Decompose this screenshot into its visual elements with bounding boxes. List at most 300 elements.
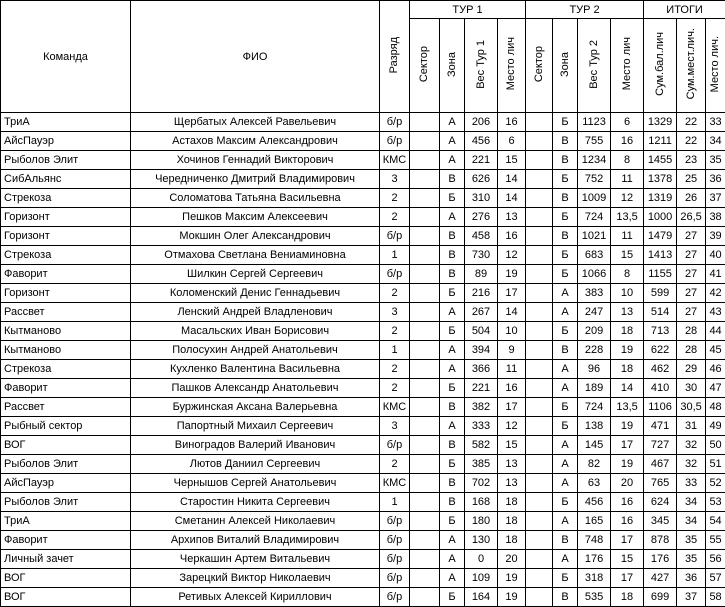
cell-name: Архипов Виталий Владимирович (131, 531, 380, 550)
cell-zone1: В (440, 227, 465, 246)
cell-team: ВОГ (1, 436, 131, 455)
cell-weight2: 176 (578, 550, 611, 569)
header-tour1: ТУР 1 (410, 1, 526, 19)
cell-sum-points: 1319 (644, 189, 677, 208)
cell-sector1 (410, 132, 440, 151)
cell-weight1: 221 (465, 151, 498, 170)
cell-sum-points: 713 (644, 322, 677, 341)
cell-sector2 (526, 474, 553, 493)
cell-sector1 (410, 303, 440, 322)
cell-team: Личный зачет (1, 550, 131, 569)
cell-zone1: А (440, 151, 465, 170)
cell-place1: 15 (498, 436, 526, 455)
header-zone1: Зона (440, 19, 465, 113)
cell-final-place: 58 (706, 588, 725, 607)
cell-name: Сметанин Алексей Николаевич (131, 512, 380, 531)
cell-team: Рыбный сектор (1, 417, 131, 436)
cell-sector2 (526, 246, 553, 265)
cell-sector2 (526, 417, 553, 436)
cell-weight1: 89 (465, 265, 498, 284)
cell-place2: 15 (611, 246, 644, 265)
cell-sector1 (410, 322, 440, 341)
cell-zone2: Б (553, 208, 578, 227)
cell-place2: 17 (611, 436, 644, 455)
cell-sum-places: 26,5 (677, 208, 706, 227)
cell-name: Виноградов Валерий Иванович (131, 436, 380, 455)
cell-zone2: А (553, 379, 578, 398)
cell-team: Горизонт (1, 208, 131, 227)
table-row (1, 493, 725, 512)
cell-zone1: В (440, 170, 465, 189)
cell-final-place: 53 (706, 493, 725, 512)
cell-sector1 (410, 246, 440, 265)
cell-sum-places: 31 (677, 417, 706, 436)
cell-rank: КМС (380, 398, 410, 417)
cell-sector1 (410, 493, 440, 512)
cell-weight1: 504 (465, 322, 498, 341)
cell-sum-places: 34 (677, 493, 706, 512)
cell-zone1: В (440, 493, 465, 512)
cell-sector2 (526, 569, 553, 588)
cell-weight1: 702 (465, 474, 498, 493)
cell-zone2: В (553, 189, 578, 208)
cell-sum-points: 427 (644, 569, 677, 588)
cell-sector1 (410, 550, 440, 569)
table-row (1, 379, 725, 398)
cell-zone2: Б (553, 113, 578, 132)
cell-sum-points: 1329 (644, 113, 677, 132)
table-row (1, 303, 725, 322)
cell-weight1: 626 (465, 170, 498, 189)
cell-place2: 13 (611, 303, 644, 322)
cell-rank: б/р (380, 588, 410, 607)
cell-weight2: 383 (578, 284, 611, 303)
cell-place2: 14 (611, 379, 644, 398)
cell-rank: б/р (380, 132, 410, 151)
header-sector2: Сектор (526, 19, 553, 113)
cell-name: Мокшин Олег Александрович (131, 227, 380, 246)
cell-final-place: 47 (706, 379, 725, 398)
cell-final-place: 56 (706, 550, 725, 569)
cell-sum-points: 176 (644, 550, 677, 569)
table-row (1, 360, 725, 379)
cell-sector2 (526, 208, 553, 227)
cell-place2: 17 (611, 531, 644, 550)
cell-team: Фаворит (1, 379, 131, 398)
cell-weight2: 189 (578, 379, 611, 398)
cell-place2: 8 (611, 151, 644, 170)
table-row (1, 322, 725, 341)
cell-zone1: А (440, 208, 465, 227)
cell-rank: б/р (380, 436, 410, 455)
cell-weight1: 109 (465, 569, 498, 588)
cell-rank: 3 (380, 303, 410, 322)
cell-weight1: 730 (465, 246, 498, 265)
cell-rank: б/р (380, 550, 410, 569)
cell-zone1: А (440, 360, 465, 379)
cell-zone2: Б (553, 398, 578, 417)
cell-name: Коломенский Денис Геннадьевич (131, 284, 380, 303)
cell-sector1 (410, 417, 440, 436)
header-final-place: Место лич. (706, 19, 725, 113)
cell-sum-places: 34 (677, 512, 706, 531)
cell-sector1 (410, 379, 440, 398)
cell-zone1: В (440, 436, 465, 455)
table-row (1, 398, 725, 417)
table-row (1, 341, 725, 360)
cell-final-place: 41 (706, 265, 725, 284)
header-place1: Место лич (498, 19, 526, 113)
cell-zone1: Б (440, 512, 465, 531)
cell-place2: 19 (611, 341, 644, 360)
cell-zone1: Б (440, 284, 465, 303)
cell-sum-points: 467 (644, 455, 677, 474)
cell-rank: б/р (380, 569, 410, 588)
cell-name: Старостин Никита Сергеевич (131, 493, 380, 512)
table-row (1, 208, 725, 227)
cell-zone2: В (553, 151, 578, 170)
cell-weight2: 1234 (578, 151, 611, 170)
cell-sector2 (526, 341, 553, 360)
cell-weight1: 206 (465, 113, 498, 132)
cell-sum-places: 32 (677, 455, 706, 474)
cell-rank: 2 (380, 189, 410, 208)
cell-zone2: А (553, 284, 578, 303)
table-row (1, 474, 725, 493)
cell-place1: 19 (498, 265, 526, 284)
cell-zone1: В (440, 474, 465, 493)
cell-sector2 (526, 303, 553, 322)
cell-sector1 (410, 151, 440, 170)
cell-weight1: 180 (465, 512, 498, 531)
cell-sector2 (526, 550, 553, 569)
cell-place1: 12 (498, 246, 526, 265)
cell-team: СибАльянс (1, 170, 131, 189)
cell-name: Хочинов Геннадий Викторович (131, 151, 380, 170)
cell-zone1: В (440, 246, 465, 265)
cell-zone1: Б (440, 189, 465, 208)
cell-sum-points: 622 (644, 341, 677, 360)
cell-name: Астахов Максим Александрович (131, 132, 380, 151)
cell-name: Полосухин Андрей Анатольевич (131, 341, 380, 360)
cell-sum-places: 27 (677, 227, 706, 246)
cell-zone1: А (440, 303, 465, 322)
header-zone2: Зона (553, 19, 578, 113)
cell-weight2: 138 (578, 417, 611, 436)
cell-sector1 (410, 569, 440, 588)
cell-zone1: А (440, 531, 465, 550)
cell-sector2 (526, 512, 553, 531)
cell-zone1: В (440, 265, 465, 284)
cell-place2: 16 (611, 132, 644, 151)
cell-place2: 11 (611, 170, 644, 189)
cell-sum-points: 765 (644, 474, 677, 493)
cell-sector1 (410, 398, 440, 417)
cell-zone1: А (440, 550, 465, 569)
table-row (1, 455, 725, 474)
cell-place2: 12 (611, 189, 644, 208)
cell-place1: 13 (498, 208, 526, 227)
cell-team: Кытманово (1, 322, 131, 341)
cell-sector2 (526, 265, 553, 284)
cell-zone1: Б (440, 322, 465, 341)
cell-zone2: Б (553, 493, 578, 512)
cell-place2: 10 (611, 284, 644, 303)
cell-place1: 11 (498, 360, 526, 379)
cell-final-place: 40 (706, 246, 725, 265)
cell-weight2: 683 (578, 246, 611, 265)
table-row (1, 151, 725, 170)
cell-sector2 (526, 151, 553, 170)
cell-team: Горизонт (1, 227, 131, 246)
cell-sector2 (526, 436, 553, 455)
cell-sum-points: 1455 (644, 151, 677, 170)
cell-zone1: Б (440, 379, 465, 398)
cell-zone2: Б (553, 417, 578, 436)
header-weight1: Вес Тур 1 (465, 19, 498, 113)
cell-name: Шилкин Сергей Сергеевич (131, 265, 380, 284)
cell-place1: 16 (498, 227, 526, 246)
cell-zone2: А (553, 303, 578, 322)
header-place2: Место лич (611, 19, 644, 113)
cell-sector2 (526, 398, 553, 417)
cell-place2: 6 (611, 113, 644, 132)
cell-weight1: 458 (465, 227, 498, 246)
table-row (1, 227, 725, 246)
cell-sector1 (410, 360, 440, 379)
cell-place1: 14 (498, 189, 526, 208)
cell-place1: 18 (498, 512, 526, 531)
cell-place1: 19 (498, 588, 526, 607)
cell-final-place: 36 (706, 170, 725, 189)
table-row (1, 436, 725, 455)
cell-weight1: 582 (465, 436, 498, 455)
cell-sector1 (410, 227, 440, 246)
cell-weight2: 318 (578, 569, 611, 588)
cell-place1: 18 (498, 531, 526, 550)
cell-place2: 19 (611, 455, 644, 474)
cell-name: Соломатова Татьяна Васильевна (131, 189, 380, 208)
cell-place2: 18 (611, 588, 644, 607)
cell-sum-points: 462 (644, 360, 677, 379)
cell-sum-points: 410 (644, 379, 677, 398)
cell-sum-points: 624 (644, 493, 677, 512)
cell-weight2: 1009 (578, 189, 611, 208)
cell-weight1: 366 (465, 360, 498, 379)
cell-team: Рыболов Элит (1, 493, 131, 512)
cell-place2: 20 (611, 474, 644, 493)
cell-weight1: 382 (465, 398, 498, 417)
cell-team: Кытманово (1, 341, 131, 360)
header-sum-points: Сум.бал.лич (644, 19, 677, 113)
cell-name: Зарецкий Виктор Николаевич (131, 569, 380, 588)
cell-zone2: А (553, 436, 578, 455)
table-row (1, 265, 725, 284)
cell-sector1 (410, 512, 440, 531)
cell-weight1: 0 (465, 550, 498, 569)
cell-weight2: 228 (578, 341, 611, 360)
table-row (1, 284, 725, 303)
cell-zone2: В (553, 227, 578, 246)
cell-place1: 13 (498, 455, 526, 474)
cell-rank: б/р (380, 512, 410, 531)
cell-team: Стрекоза (1, 360, 131, 379)
table-row (1, 550, 725, 569)
cell-place1: 9 (498, 341, 526, 360)
cell-final-place: 42 (706, 284, 725, 303)
cell-name: Буржинская Аксана Валерьевна (131, 398, 380, 417)
cell-sum-places: 27 (677, 284, 706, 303)
cell-place2: 18 (611, 322, 644, 341)
cell-sum-points: 727 (644, 436, 677, 455)
cell-final-place: 38 (706, 208, 725, 227)
cell-place2: 18 (611, 360, 644, 379)
cell-place2: 19 (611, 417, 644, 436)
cell-team: Стрекоза (1, 189, 131, 208)
cell-weight1: 310 (465, 189, 498, 208)
cell-name: Отмахова Светлана Вениаминовна (131, 246, 380, 265)
cell-team: Горизонт (1, 284, 131, 303)
cell-final-place: 39 (706, 227, 725, 246)
results-body (1, 113, 725, 607)
cell-weight1: 276 (465, 208, 498, 227)
cell-weight1: 216 (465, 284, 498, 303)
header-team: Команда (1, 1, 131, 113)
cell-team: АйсПауэр (1, 132, 131, 151)
cell-weight2: 748 (578, 531, 611, 550)
cell-final-place: 43 (706, 303, 725, 322)
cell-place2: 11 (611, 227, 644, 246)
cell-rank: б/р (380, 265, 410, 284)
cell-sum-points: 699 (644, 588, 677, 607)
table-row (1, 189, 725, 208)
table-row (1, 170, 725, 189)
table-row (1, 417, 725, 436)
cell-team: Рыболов Элит (1, 151, 131, 170)
cell-rank: 3 (380, 170, 410, 189)
cell-weight1: 164 (465, 588, 498, 607)
cell-rank: 1 (380, 493, 410, 512)
cell-team: Рассвет (1, 303, 131, 322)
cell-sector1 (410, 474, 440, 493)
cell-final-place: 57 (706, 569, 725, 588)
cell-sum-points: 1000 (644, 208, 677, 227)
cell-sum-points: 878 (644, 531, 677, 550)
cell-place2: 13,5 (611, 208, 644, 227)
cell-rank: 2 (380, 379, 410, 398)
cell-rank: 1 (380, 246, 410, 265)
table-row (1, 569, 725, 588)
cell-rank: б/р (380, 113, 410, 132)
cell-place1: 14 (498, 170, 526, 189)
cell-sum-places: 32 (677, 436, 706, 455)
cell-sum-places: 29 (677, 360, 706, 379)
cell-sum-points: 1155 (644, 265, 677, 284)
cell-weight1: 333 (465, 417, 498, 436)
cell-weight2: 724 (578, 398, 611, 417)
cell-sector1 (410, 455, 440, 474)
cell-team: ТриА (1, 113, 131, 132)
cell-rank: 2 (380, 284, 410, 303)
cell-place1: 17 (498, 284, 526, 303)
cell-sum-places: 26 (677, 189, 706, 208)
cell-weight2: 209 (578, 322, 611, 341)
cell-sector1 (410, 265, 440, 284)
cell-place1: 13 (498, 474, 526, 493)
cell-zone1: В (440, 398, 465, 417)
cell-place2: 8 (611, 265, 644, 284)
cell-sum-places: 27 (677, 265, 706, 284)
cell-weight1: 168 (465, 493, 498, 512)
header-totals: ИТОГИ (644, 1, 725, 19)
cell-sector1 (410, 208, 440, 227)
cell-weight2: 145 (578, 436, 611, 455)
cell-zone1: А (440, 132, 465, 151)
cell-final-place: 44 (706, 322, 725, 341)
cell-sector2 (526, 531, 553, 550)
cell-weight2: 535 (578, 588, 611, 607)
cell-final-place: 52 (706, 474, 725, 493)
cell-sum-points: 1106 (644, 398, 677, 417)
table-row (1, 246, 725, 265)
cell-weight2: 1021 (578, 227, 611, 246)
cell-rank: 2 (380, 455, 410, 474)
cell-zone1: А (440, 417, 465, 436)
cell-sector1 (410, 284, 440, 303)
cell-rank: б/р (380, 227, 410, 246)
cell-sum-places: 35 (677, 531, 706, 550)
cell-place2: 16 (611, 493, 644, 512)
cell-sum-places: 37 (677, 588, 706, 607)
header-sum-places: Сум.мест.лич. (677, 19, 706, 113)
cell-weight2: 755 (578, 132, 611, 151)
cell-place2: 17 (611, 569, 644, 588)
cell-place1: 14 (498, 303, 526, 322)
cell-sector1 (410, 436, 440, 455)
cell-sector1 (410, 588, 440, 607)
cell-place1: 12 (498, 417, 526, 436)
cell-name: Пашков Александр Анатольевич (131, 379, 380, 398)
cell-sector1 (410, 170, 440, 189)
cell-name: Щербатых Алексей Равельевич (131, 113, 380, 132)
cell-zone1: Б (440, 588, 465, 607)
cell-sum-points: 514 (644, 303, 677, 322)
cell-sum-places: 28 (677, 322, 706, 341)
cell-place2: 16 (611, 512, 644, 531)
cell-final-place: 55 (706, 531, 725, 550)
cell-sum-places: 35 (677, 550, 706, 569)
cell-zone2: В (553, 588, 578, 607)
cell-weight2: 165 (578, 512, 611, 531)
cell-place2: 13,5 (611, 398, 644, 417)
table-row (1, 531, 725, 550)
cell-rank: КМС (380, 151, 410, 170)
cell-zone1: А (440, 341, 465, 360)
cell-team: ВОГ (1, 569, 131, 588)
cell-sum-places: 22 (677, 132, 706, 151)
cell-sector2 (526, 588, 553, 607)
cell-final-place: 50 (706, 436, 725, 455)
cell-sum-points: 1479 (644, 227, 677, 246)
cell-zone2: А (553, 474, 578, 493)
cell-sum-places: 25 (677, 170, 706, 189)
cell-rank: 2 (380, 360, 410, 379)
cell-sum-places: 27 (677, 303, 706, 322)
cell-weight2: 456 (578, 493, 611, 512)
cell-place1: 19 (498, 569, 526, 588)
cell-final-place: 45 (706, 341, 725, 360)
cell-weight1: 267 (465, 303, 498, 322)
